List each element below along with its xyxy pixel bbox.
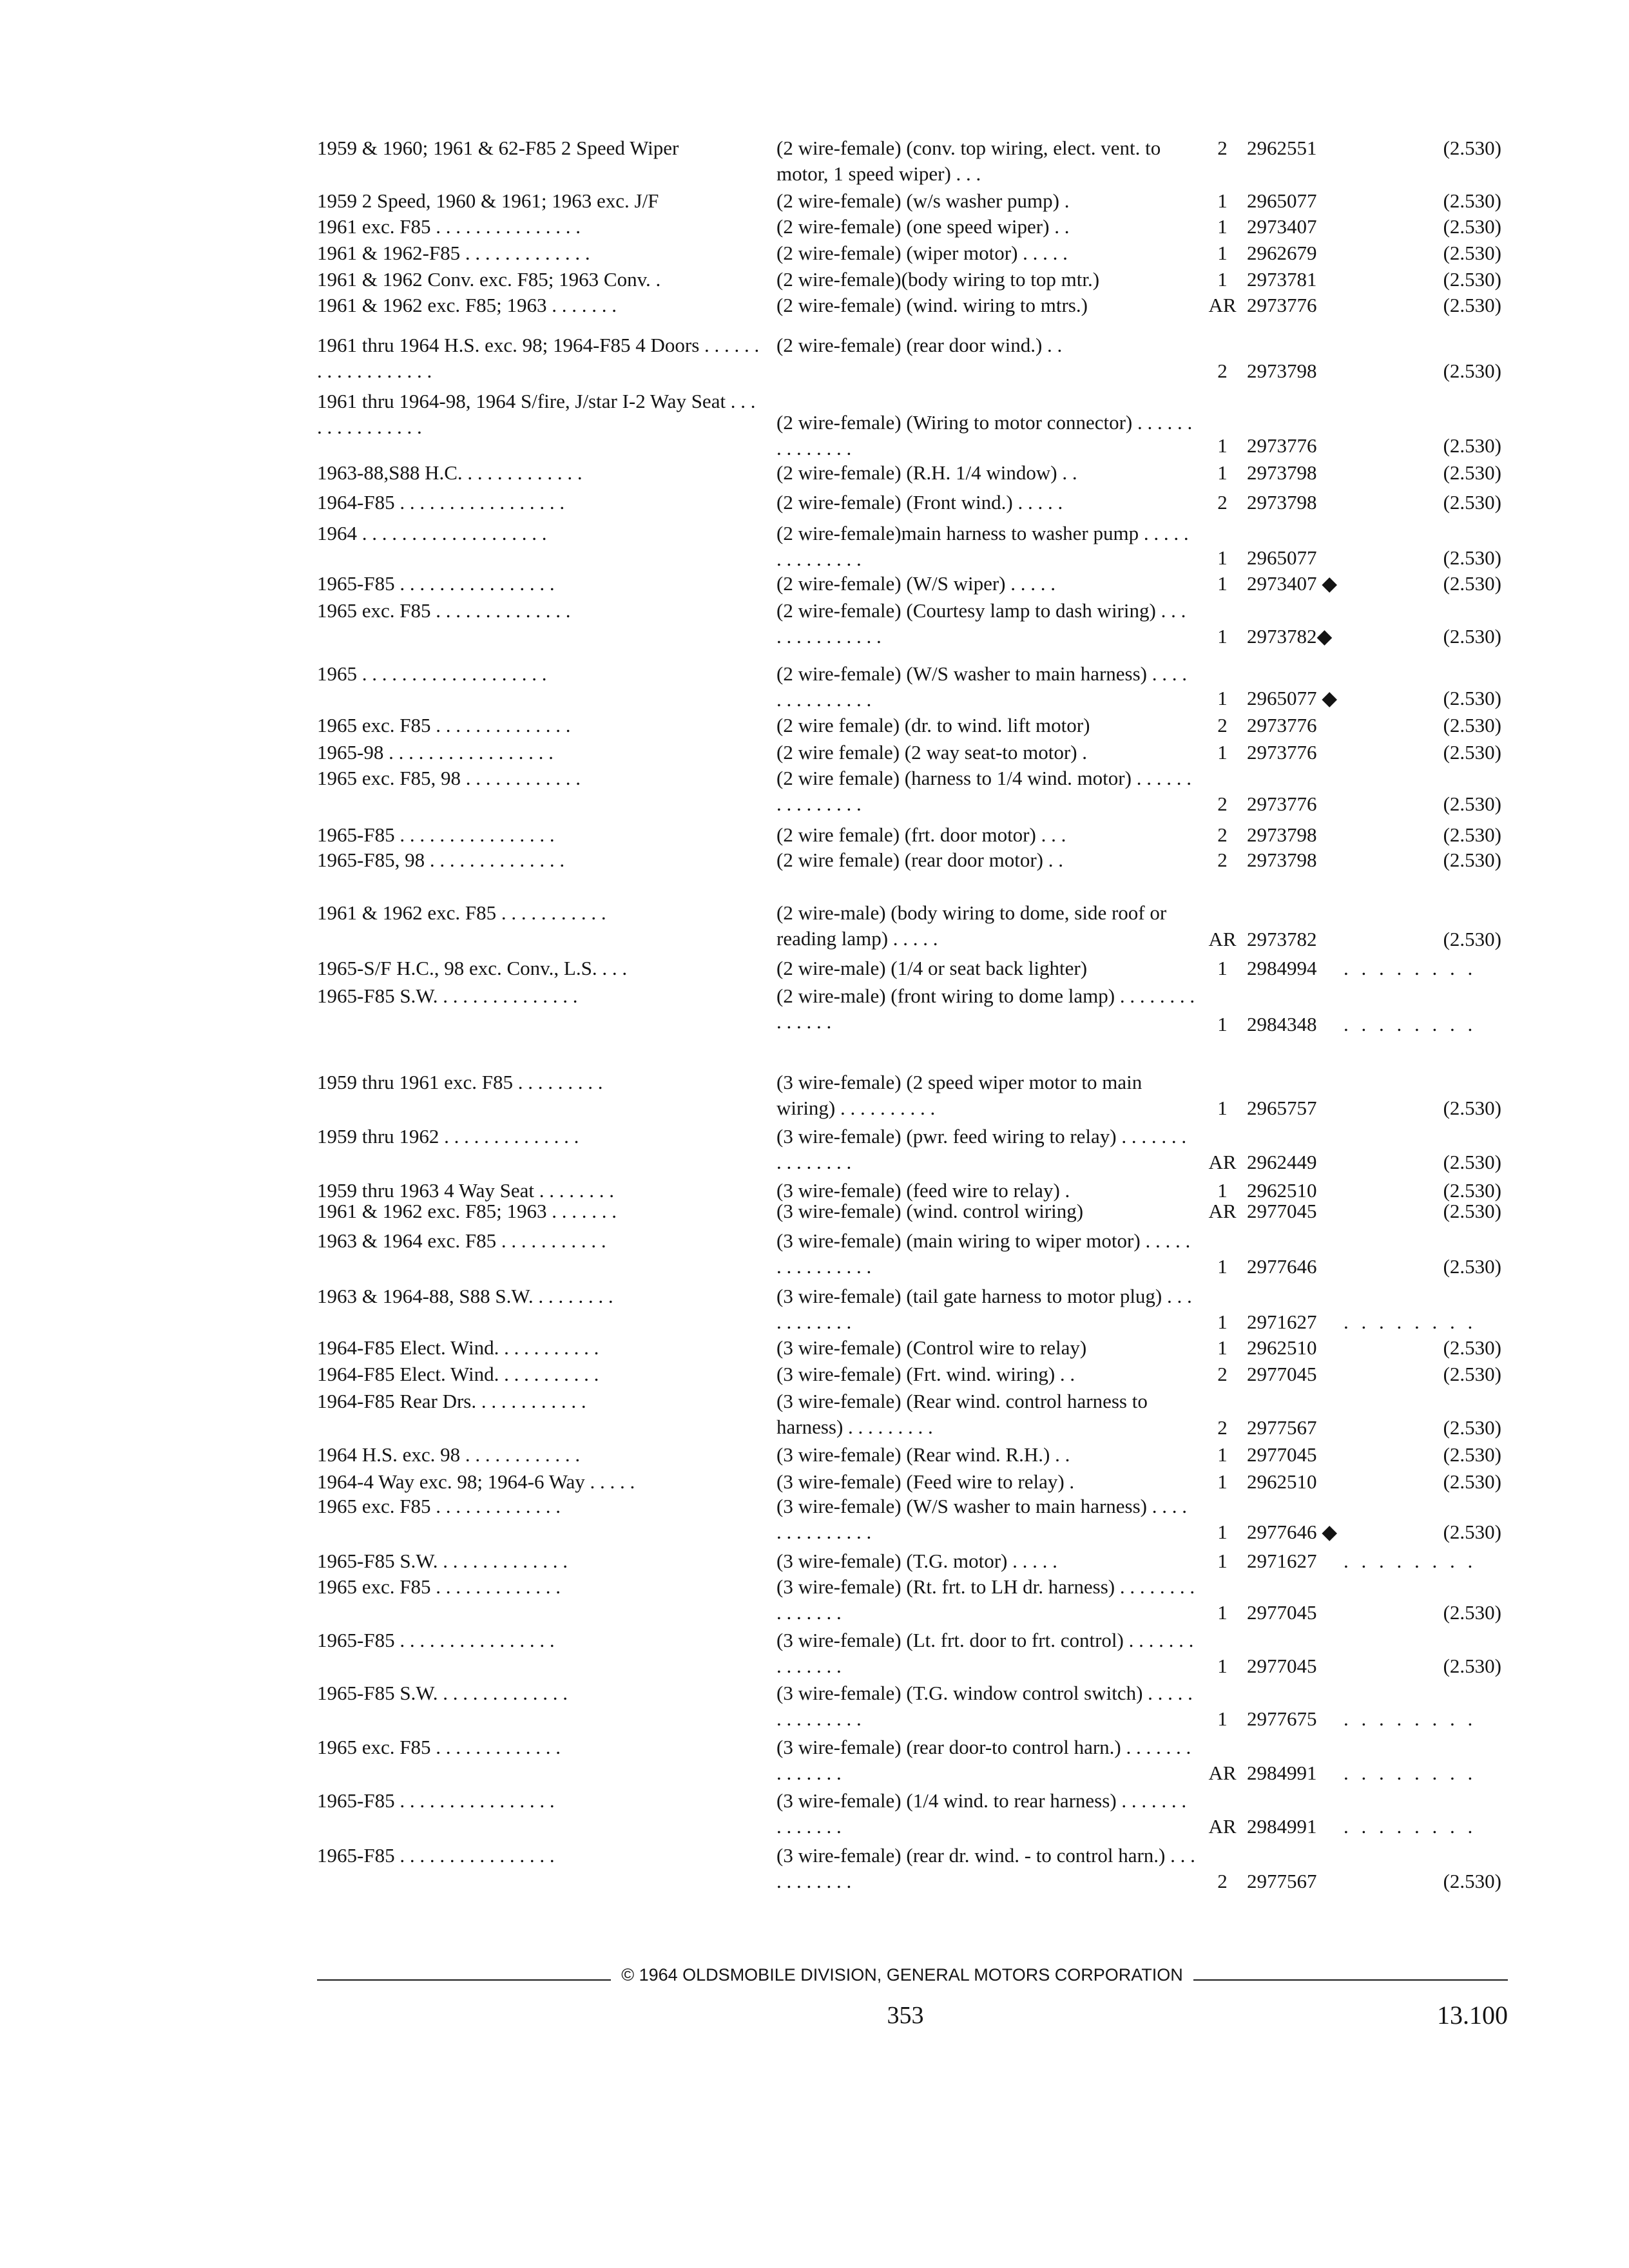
description-cell: (2 wire-female) (R.H. 1/4 window) . . (776, 461, 1077, 484)
application-cell: 1965-98 . . . . . . . . . . . . . . . . . (317, 741, 554, 764)
part-number-cell: 2977045 (1247, 1655, 1317, 1677)
description-cell: (3 wire-female) (Lt. frt. door to frt. control) . . . . . . . . . . . . . . (776, 1629, 1194, 1677)
part-number-cell: 2977675 (1247, 1707, 1317, 1730)
application-cell: 1963-88,S88 H.C. . . . . . . . . . . . . (317, 461, 583, 484)
description-cell: (2 wire-male) (front wiring to dome lamp) . . . . . . . . . . . . . . (776, 985, 1195, 1033)
description-cell: (2 wire-female) (Wiring to motor connector) . . . . . . . . . . . . . . (776, 411, 1193, 459)
description-cell: (2 wire-male) (body wiring to dome, side roof or reading lamp) . . . . . (776, 901, 1167, 950)
quantity-cell: 2 (1217, 1870, 1228, 1892)
part-number-cell: 2965077 ◆ (1247, 687, 1338, 709)
reference-cell: (2.530) (1443, 1470, 1501, 1493)
quantity-cell: 1 (1217, 1521, 1228, 1543)
part-number-cell: 2962551 (1247, 137, 1317, 159)
part-number-cell: 2977045 (1247, 1363, 1317, 1385)
part-number-cell: 2973776 (1247, 793, 1317, 815)
quantity-cell: 1 (1217, 242, 1228, 264)
application-cell: 1963 & 1964 exc. F85 . . . . . . . . . . . (317, 1229, 606, 1252)
reference-cell: (2.530) (1443, 461, 1501, 484)
part-number-cell: 2977567 (1247, 1416, 1317, 1439)
reference-cell: (2.530) (1443, 741, 1501, 764)
part-number-cell: 2973798 (1247, 491, 1317, 514)
application-cell: 1965-F85 . . . . . . . . . . . . . . . . (317, 1789, 555, 1812)
leader-dots: . . . . . . . . (1344, 1707, 1477, 1730)
part-number-cell: 2962510 (1247, 1470, 1317, 1493)
part-number-cell: 2973407 (1247, 215, 1317, 238)
description-cell: (2 wire-female) (Front wind.) . . . . . (776, 491, 1063, 514)
application-cell: 1963 & 1964-88, S88 S.W. . . . . . . . . (317, 1285, 613, 1307)
application-cell: 1964 H.S. exc. 98 . . . . . . . . . . . . (317, 1443, 581, 1466)
application-cell: 1959 thru 1963 4 Way Seat . . . . . . . . (317, 1179, 615, 1202)
quantity-cell: 1 (1217, 1179, 1228, 1202)
footer-rule-left (317, 1979, 613, 1981)
quantity-cell: 1 (1217, 1255, 1228, 1278)
quantity-cell: AR (1208, 294, 1237, 316)
description-cell: (3 wire-female) (rear door-to control harn.) . . . . . . . . . . . . . . (776, 1736, 1191, 1784)
leader-dots: . . . . . . . . (1344, 1815, 1477, 1838)
description-cell: (3 wire-female) (main wiring to wiper motor) . . . . . . . . . . . . . . . (776, 1229, 1191, 1278)
description-cell: (2 wire-male) (1/4 or seat back lighter) (776, 957, 1088, 979)
reference-cell: (2.530) (1443, 1363, 1501, 1385)
footer-copyright: © 1964 OLDSMOBILE DIVISION, GENERAL MOTORS CORPORATION (611, 1965, 1193, 1985)
part-number-cell: 2971627 (1247, 1311, 1317, 1333)
application-cell: 1965-F85 . . . . . . . . . . . . . . . . (317, 823, 555, 846)
reference-cell: (2.530) (1443, 687, 1501, 709)
application-cell: 1964-F85 . . . . . . . . . . . . . . . . . (317, 491, 565, 514)
quantity-cell: 2 (1217, 360, 1228, 382)
reference-cell: (2.530) (1443, 1416, 1501, 1439)
description-cell: (2 wire-female) (one speed wiper) . . (776, 215, 1070, 238)
footer-rule-right (1188, 1979, 1508, 1981)
application-cell: 1965-F85 S.W. . . . . . . . . . . . . . . (317, 985, 578, 1007)
quantity-cell: 1 (1217, 572, 1228, 595)
part-number-cell: 2971627 (1247, 1550, 1317, 1572)
reference-cell: (2.530) (1443, 546, 1501, 569)
reference-cell: (2.530) (1443, 1443, 1501, 1466)
description-cell: (2 wire-female) (W/S washer to main harness) . . . . . . . . . . . . . . (776, 662, 1187, 711)
quantity-cell: 2 (1217, 823, 1228, 846)
part-number-cell: 2977646 (1247, 1255, 1317, 1278)
application-cell: 1965-F85 . . . . . . . . . . . . . . . . (317, 1844, 555, 1867)
part-number-cell: 2977646 ◆ (1247, 1521, 1338, 1543)
quantity-cell: AR (1208, 928, 1237, 950)
description-cell: (2 wire female) (harness to 1/4 wind. motor) . . . . . . . . . . . . . . . (776, 767, 1191, 815)
application-cell: 1961 thru 1964-98, 1964 S/fire, J/star I-2 Way Seat . . . . . . . . . . . . . . (317, 390, 756, 438)
reference-cell: (2.530) (1443, 572, 1501, 595)
reference-cell: (2.530) (1443, 823, 1501, 846)
description-cell: (3 wire-female) (1/4 wind. to rear harness) . . . . . . . . . . . . . . (776, 1789, 1187, 1838)
reference-cell: (2.530) (1443, 1870, 1501, 1892)
application-cell: 1961 thru 1964 H.S. exc. 98; 1964-F85 4 Doors . . . . . . . . . . . . . . . . . . (317, 334, 760, 382)
quantity-cell: 1 (1217, 215, 1228, 238)
description-cell: (2 wire female) (2 way seat-to motor) . (776, 741, 1088, 764)
quantity-cell: 1 (1217, 1443, 1228, 1466)
application-cell: 1964-F85 Elect. Wind. . . . . . . . . . . (317, 1336, 599, 1359)
part-number-cell: 2973776 (1247, 714, 1317, 736)
part-number-cell: 2984991 (1247, 1815, 1317, 1838)
part-number-cell: 2973781 (1247, 268, 1317, 291)
application-cell: 1965 exc. F85 . . . . . . . . . . . . . . (317, 714, 571, 736)
leader-dots: . . . . . . . . (1344, 1013, 1477, 1035)
reference-cell: (2.530) (1443, 1097, 1501, 1119)
application-cell: 1959 thru 1962 . . . . . . . . . . . . . . (317, 1125, 579, 1148)
application-cell: 1965-S/F H.C., 98 exc. Conv., L.S. . . . (317, 957, 628, 979)
quantity-cell: 1 (1217, 1470, 1228, 1493)
reference-cell: (2.530) (1443, 793, 1501, 815)
reference-cell: (2.530) (1443, 215, 1501, 238)
reference-cell: (2.530) (1443, 1521, 1501, 1543)
quantity-cell: 2 (1217, 714, 1228, 736)
quantity-cell: 1 (1217, 1601, 1228, 1624)
description-cell: (2 wire-female) (W/S wiper) . . . . . (776, 572, 1055, 595)
description-cell: (3 wire-female) (Frt. wind. wiring) . . (776, 1363, 1075, 1385)
description-cell: (2 wire-female) (w/s washer pump) . (776, 189, 1070, 212)
application-cell: 1961 & 1962 exc. F85; 1963 . . . . . . . (317, 294, 617, 316)
part-number-cell: 2973798 (1247, 823, 1317, 846)
quantity-cell: AR (1208, 1762, 1237, 1784)
part-number-cell: 2973776 (1247, 741, 1317, 764)
description-cell: (3 wire-female) (pwr. feed wiring to relay) . . . . . . . . . . . . . . . (776, 1125, 1187, 1173)
application-cell: 1959 & 1960; 1961 & 62-F85 2 Speed Wiper (317, 137, 679, 159)
description-cell: (3 wire-female) (2 speed wiper motor to main wiring) . . . . . . . . . . (776, 1071, 1142, 1119)
reference-cell: (2.530) (1443, 242, 1501, 264)
quantity-cell: 1 (1217, 1311, 1228, 1333)
description-cell: (3 wire-female) (T.G. window control switch) . . . . . . . . . . . . . . (776, 1682, 1193, 1730)
part-number-cell: 2962510 (1247, 1179, 1317, 1202)
description-cell: (3 wire-female) (Control wire to relay) (776, 1336, 1087, 1359)
reference-cell: (2.530) (1443, 294, 1501, 316)
description-cell: (2 wire-female)(body wiring to top mtr.) (776, 268, 1100, 291)
application-cell: 1965 exc. F85 . . . . . . . . . . . . . (317, 1736, 561, 1758)
quantity-cell: 1 (1217, 1550, 1228, 1572)
quantity-cell: 1 (1217, 1097, 1228, 1119)
description-cell: (3 wire-female) (rear dr. wind. - to control harn.) . . . . . . . . . . . (776, 1844, 1195, 1892)
part-number-cell: 2965077 (1247, 189, 1317, 212)
leader-dots: . . . . . . . . (1344, 1762, 1477, 1784)
quantity-cell: 1 (1217, 741, 1228, 764)
application-cell: 1961 & 1962 exc. F85; 1963 . . . . . . . (317, 1200, 617, 1222)
description-cell: (2 wire female) (dr. to wind. lift motor) (776, 714, 1090, 736)
quantity-cell: 1 (1217, 461, 1228, 484)
part-number-cell: 2973782 (1247, 928, 1317, 950)
quantity-cell: 1 (1217, 268, 1228, 291)
part-number-cell: 2973798 (1247, 360, 1317, 382)
description-cell: (3 wire-female) (tail gate harness to motor plug) . . . . . . . . . . . (776, 1285, 1192, 1333)
part-number-cell: 2984991 (1247, 1762, 1317, 1784)
quantity-cell: AR (1208, 1151, 1237, 1173)
quantity-cell: 1 (1217, 957, 1228, 979)
description-cell: (2 wire female) (frt. door motor) . . . (776, 823, 1066, 846)
description-cell: (3 wire-female) (wind. control wiring) (776, 1200, 1084, 1222)
application-cell: 1965 . . . . . . . . . . . . . . . . . . . (317, 662, 547, 685)
description-cell: (2 wire-female) (wiper motor) . . . . . (776, 242, 1068, 264)
quantity-cell: 1 (1217, 434, 1228, 457)
quantity-cell: 1 (1217, 189, 1228, 212)
quantity-cell: AR (1208, 1200, 1237, 1222)
description-cell: (3 wire-female) (Rt. frt. to LH dr. harness) . . . . . . . . . . . . . . . (776, 1575, 1195, 1624)
quantity-cell: 1 (1217, 1013, 1228, 1035)
section-number: 13.100 (1437, 2001, 1508, 2030)
part-number-cell: 2962510 (1247, 1336, 1317, 1359)
reference-cell: (2.530) (1443, 1200, 1501, 1222)
quantity-cell: 1 (1217, 687, 1228, 709)
leader-dots: . . . . . . . . (1344, 1311, 1477, 1333)
quantity-cell: 2 (1217, 137, 1228, 159)
quantity-cell: 2 (1217, 793, 1228, 815)
description-cell: (3 wire-female) (T.G. motor) . . . . . (776, 1550, 1057, 1572)
quantity-cell: 2 (1217, 1363, 1228, 1385)
quantity-cell: 2 (1217, 849, 1228, 871)
part-number-cell: 2973798 (1247, 461, 1317, 484)
part-number-cell: 2973776 (1247, 294, 1317, 316)
description-cell: (2 wire-female) (wind. wiring to mtrs.) (776, 294, 1088, 316)
application-cell: 1965 exc. F85 . . . . . . . . . . . . . (317, 1495, 561, 1517)
part-number-cell: 2984994 (1247, 957, 1317, 979)
description-cell: (3 wire-female) (W/S washer to main harness) . . . . . . . . . . . . . . (776, 1495, 1187, 1543)
quantity-cell: 1 (1217, 546, 1228, 569)
reference-cell: (2.530) (1443, 1255, 1501, 1278)
quantity-cell: 1 (1217, 1707, 1228, 1730)
description-cell: (2 wire female) (rear door motor) . . (776, 849, 1063, 871)
quantity-cell: 2 (1217, 491, 1228, 514)
part-number-cell: 2973407 ◆ (1247, 572, 1338, 595)
application-cell: 1961 exc. F85 . . . . . . . . . . . . . . . (317, 215, 581, 238)
reference-cell: (2.530) (1443, 1179, 1501, 1202)
reference-cell: (2.530) (1443, 1601, 1501, 1624)
part-number-cell: 2962449 (1247, 1151, 1317, 1173)
reference-cell: (2.530) (1443, 1151, 1501, 1173)
quantity-cell: 1 (1217, 1336, 1228, 1359)
application-cell: 1965 exc. F85 . . . . . . . . . . . . . (317, 1575, 561, 1598)
application-cell: 1965-F85 S.W. . . . . . . . . . . . . . (317, 1682, 568, 1704)
application-cell: 1965 exc. F85, 98 . . . . . . . . . . . . (317, 767, 581, 789)
quantity-cell: 2 (1217, 1416, 1228, 1439)
reference-cell: (2.530) (1443, 268, 1501, 291)
application-cell: 1959 thru 1961 exc. F85 . . . . . . . . . (317, 1071, 603, 1093)
description-cell: (3 wire-female) (Rear wind. R.H.) . . (776, 1443, 1070, 1466)
reference-cell: (2.530) (1443, 189, 1501, 212)
description-cell: (3 wire-female) (Rear wind. control harness to harness) . . . . . . . . . (776, 1390, 1148, 1438)
reference-cell: (2.530) (1443, 434, 1501, 457)
quantity-cell: 1 (1217, 625, 1228, 648)
quantity-cell: AR (1208, 1815, 1237, 1838)
leader-dots: . . . . . . . . (1344, 957, 1477, 979)
application-cell: 1961 & 1962-F85 . . . . . . . . . . . . . (317, 242, 590, 264)
part-number-cell: 2977045 (1247, 1200, 1317, 1222)
application-cell: 1961 & 1962 Conv. exc. F85; 1963 Conv. . (317, 268, 661, 291)
page-number: 353 (887, 2002, 924, 2029)
reference-cell: (2.530) (1443, 849, 1501, 871)
application-cell: 1965-F85, 98 . . . . . . . . . . . . . . (317, 849, 565, 871)
reference-cell: (2.530) (1443, 714, 1501, 736)
description-cell: (2 wire-female) (rear door wind.) . . (776, 334, 1063, 356)
part-number-cell: 2965077 (1247, 546, 1317, 569)
part-number-cell: 2977567 (1247, 1870, 1317, 1892)
description-cell: (3 wire-female) (Feed wire to relay) . (776, 1470, 1075, 1493)
part-number-cell: 2977045 (1247, 1601, 1317, 1624)
reference-cell: (2.530) (1443, 360, 1501, 382)
reference-cell: (2.530) (1443, 1655, 1501, 1677)
application-cell: 1964-F85 Elect. Wind. . . . . . . . . . . (317, 1363, 599, 1385)
application-cell: 1965 exc. F85 . . . . . . . . . . . . . . (317, 599, 571, 622)
description-cell: (2 wire-female)main harness to washer pump . . . . . . . . . . . . . . (776, 522, 1189, 570)
application-cell: 1965-F85 . . . . . . . . . . . . . . . . (317, 572, 555, 595)
description-cell: (2 wire-female) (conv. top wiring, elect. vent. to motor, 1 speed wiper) . . . (776, 137, 1161, 185)
reference-cell: (2.530) (1443, 625, 1501, 648)
application-cell: 1965-F85 . . . . . . . . . . . . . . . . (317, 1629, 555, 1651)
description-cell: (3 wire-female) (feed wire to relay) . (776, 1179, 1070, 1202)
part-number-cell: 2973776 (1247, 434, 1317, 457)
reference-cell: (2.530) (1443, 491, 1501, 514)
leader-dots: . . . . . . . . (1344, 1550, 1477, 1572)
description-cell: (2 wire-female) (Courtesy lamp to dash wiring) . . . . . . . . . . . . . . (776, 599, 1186, 648)
part-number-cell: 2965757 (1247, 1097, 1317, 1119)
application-cell: 1964-4 Way exc. 98; 1964-6 Way . . . . . (317, 1470, 635, 1493)
part-number-cell: 2977045 (1247, 1443, 1317, 1466)
part-number-cell: 2973798 (1247, 849, 1317, 871)
application-cell: 1965-F85 S.W. . . . . . . . . . . . . . (317, 1550, 568, 1572)
reference-cell: (2.530) (1443, 137, 1501, 159)
reference-cell: (2.530) (1443, 1336, 1501, 1359)
application-cell: 1961 & 1962 exc. F85 . . . . . . . . . . . (317, 901, 606, 924)
application-cell: 1964-F85 Rear Drs. . . . . . . . . . . . (317, 1390, 586, 1412)
application-cell: 1964 . . . . . . . . . . . . . . . . . . . (317, 522, 547, 544)
part-number-cell: 2973782◆ (1247, 625, 1333, 648)
part-number-cell: 2962679 (1247, 242, 1317, 264)
reference-cell: (2.530) (1443, 928, 1501, 950)
part-number-cell: 2984348 (1247, 1013, 1317, 1035)
quantity-cell: 1 (1217, 1655, 1228, 1677)
application-cell: 1959 2 Speed, 1960 & 1961; 1963 exc. J/F (317, 189, 659, 212)
